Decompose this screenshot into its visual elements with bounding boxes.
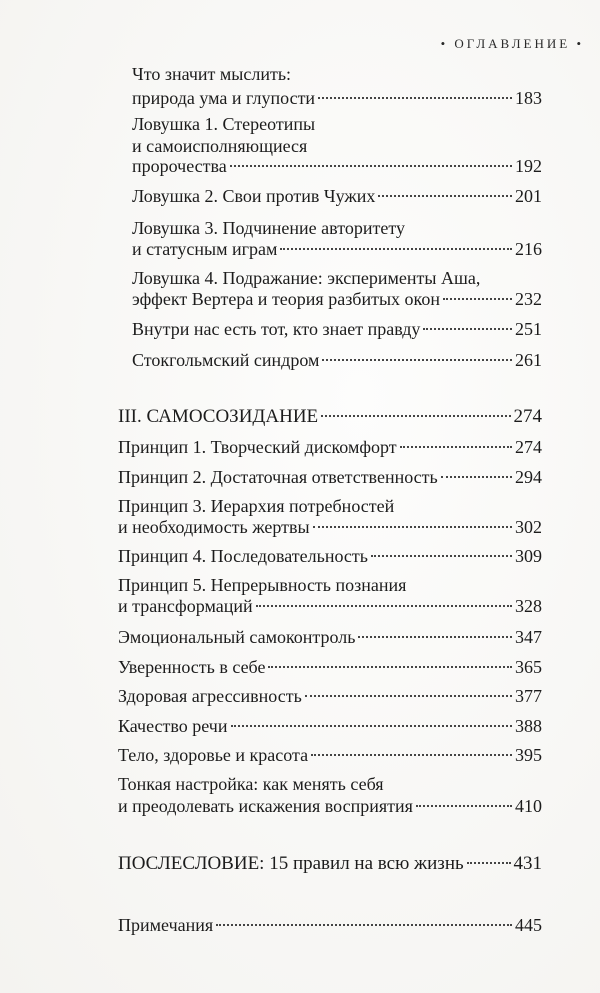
toc-entry (118, 915, 542, 936)
toc-entry-title: Принцип 2. Достаточная ответственность (118, 467, 438, 487)
toc-page-number: 192 (515, 156, 542, 176)
toc-entry-line: и самоисполняющиеся (132, 136, 308, 156)
dot-leader (416, 805, 512, 807)
dot-leader (268, 666, 512, 668)
toc-entry (118, 467, 542, 488)
dot-leader (322, 359, 512, 361)
toc-entry-line: Тонкая настройка: как менять себя (118, 774, 384, 794)
toc-entry-line: Ловушка 1. Стереотипы (132, 114, 316, 134)
toc-page-number: 445 (515, 915, 542, 935)
toc-entry-title: и трансформаций (118, 596, 253, 616)
toc-entry (132, 350, 542, 371)
toc-entry-title: Здоровая агрессивность (118, 686, 302, 706)
toc-page-number: 365 (515, 657, 542, 677)
toc-entry (132, 156, 542, 177)
toc-entry-line: Ловушка 4. Подражание: эксперименты Аша, (132, 268, 481, 288)
toc-entry-title: эффект Вертера и теория разбитых окон (132, 289, 441, 309)
dot-leader (378, 195, 512, 197)
dot-leader (318, 97, 512, 99)
toc-entry-title: Уверенность в себе (118, 657, 266, 677)
toc-page-number: 410 (515, 796, 542, 816)
toc-section (118, 853, 542, 874)
toc-section (118, 406, 542, 427)
toc-entry-title: Внутри нас есть тот, кто знает правду (132, 319, 421, 339)
toc-page-number: 347 (515, 627, 542, 647)
toc-entry-title: и статусным играм (132, 239, 278, 259)
toc-page-number: 201 (515, 186, 542, 206)
toc-page-number: 216 (515, 239, 542, 259)
toc-entry-title: Эмоциональный самоконтроль (118, 627, 356, 647)
toc-entry (132, 186, 542, 207)
toc-entry (132, 88, 542, 109)
toc-page-number: 377 (515, 686, 542, 706)
toc-page-number: 261 (515, 350, 542, 370)
toc-entry-title: природа ума и глупости (132, 88, 316, 108)
dot-leader (313, 526, 512, 528)
toc-entry-title: Тело, здоровье и красота (118, 745, 309, 765)
dot-leader (230, 165, 512, 167)
toc-section-title: III. САМОСОЗИДАНИЕ (118, 406, 319, 427)
toc-entry (118, 596, 542, 617)
toc-page-number: 251 (515, 319, 542, 339)
running-head: • ОГЛАВЛЕНИЕ • (440, 36, 584, 51)
toc-page-number: 431 (513, 853, 542, 874)
dot-leader (371, 555, 512, 557)
dot-leader (441, 476, 512, 478)
toc-page-number: 294 (515, 467, 542, 487)
toc-entry (132, 289, 542, 310)
toc-page-number: 388 (515, 716, 542, 736)
toc-page-number: 309 (515, 546, 542, 566)
toc-entry (118, 437, 542, 458)
toc-entry-line: Принцип 3. Иерархия потребностей (118, 496, 395, 516)
toc-entry (118, 686, 542, 707)
toc-entry (118, 546, 542, 567)
toc-entry-title: Ловушка 2. Свои против Чужих (132, 186, 376, 206)
toc-page-number: 183 (515, 88, 542, 108)
dot-leader (423, 328, 512, 330)
toc-page-number: 302 (515, 517, 542, 537)
toc-page-number: 395 (515, 745, 542, 765)
toc-entry-title: Примечания (118, 915, 214, 935)
toc-entry-title: Стокгольмский синдром (132, 350, 320, 370)
dot-leader (305, 695, 512, 697)
dot-leader (280, 248, 512, 250)
toc-page-number: 232 (515, 289, 542, 309)
dot-leader (216, 924, 512, 926)
toc-page-number: 274 (513, 406, 542, 427)
toc-entry (118, 517, 542, 538)
toc-section-title: ПОСЛЕСЛОВИЕ: 15 правил на всю жизнь (118, 853, 464, 874)
dot-leader (400, 446, 512, 448)
toc-entry-line: Ловушка 3. Подчинение авторитету (132, 218, 405, 238)
toc-entry-line: Что значит мыслить: (132, 64, 292, 84)
toc-entry (118, 657, 542, 678)
toc-entry (132, 319, 542, 340)
dot-leader (311, 754, 512, 756)
toc-entry (118, 716, 542, 737)
toc-entry (118, 627, 542, 648)
toc-entry-title: Принцип 4. Последовательность (118, 546, 368, 566)
toc-entry (118, 745, 542, 766)
dot-leader (256, 605, 512, 607)
toc-entry-title: Принцип 1. Творческий дискомфорт (118, 437, 397, 457)
toc-entry-title: и преодолевать искажения восприятия (118, 796, 413, 816)
dot-leader (467, 862, 511, 864)
toc-entry-line: Принцип 5. Непрерывность познания (118, 575, 407, 595)
toc-entry-title: и необходимость жертвы (118, 517, 310, 537)
toc-page-number: 274 (515, 437, 542, 457)
toc-entry-title: пророчества (132, 156, 227, 176)
toc-entry-title: Качество речи (118, 716, 228, 736)
toc-page-number: 328 (515, 596, 542, 616)
dot-leader (321, 415, 510, 417)
dot-leader (443, 298, 512, 300)
dot-leader (358, 636, 512, 638)
dot-leader (231, 725, 513, 727)
toc-entry (118, 796, 542, 817)
toc-entry (132, 239, 542, 260)
